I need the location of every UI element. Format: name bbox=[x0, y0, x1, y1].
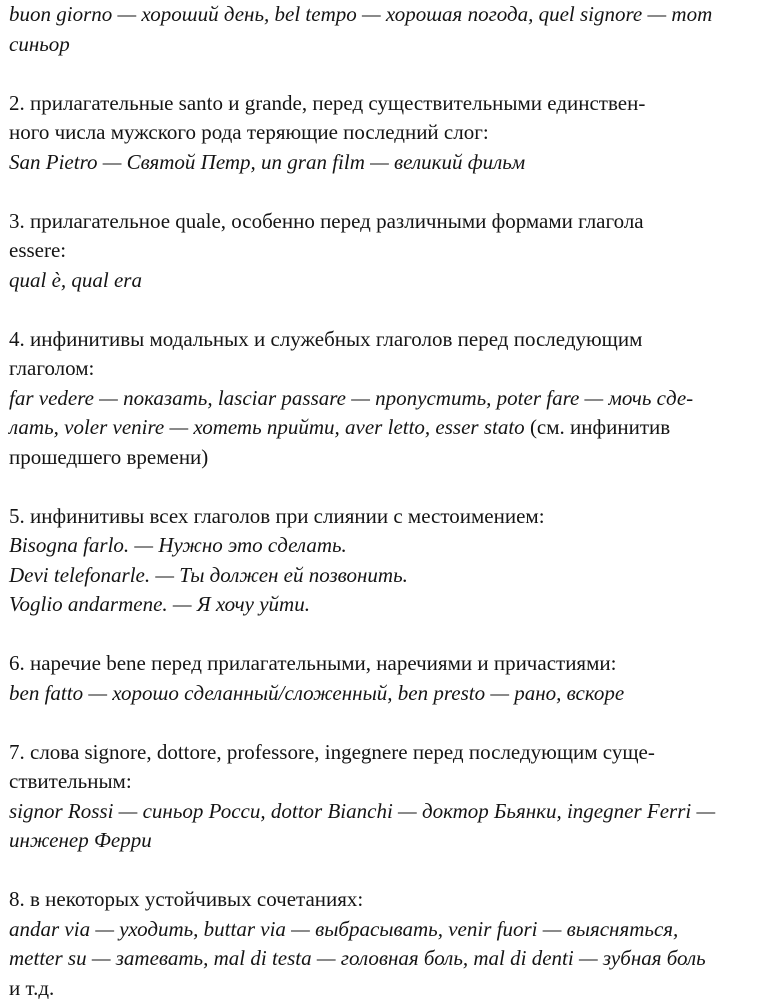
paragraph-gap bbox=[9, 856, 757, 886]
rule-heading-8 bbox=[9, 885, 757, 915]
rule-heading-7 bbox=[9, 738, 757, 797]
rule-heading-line: 6. наречие bene перед прилагательными, наречиями и причастиями: bbox=[9, 649, 757, 679]
paragraph-gap bbox=[9, 59, 757, 89]
rule-heading-line: 7. слова signore, dottore, professore, ingegnere перед последующим суще- bbox=[35, 738, 757, 768]
rule-heading-line: essere: bbox=[35, 236, 757, 266]
rule-heading-6 bbox=[9, 649, 757, 679]
rule-heading-line: 4. инфинитивы модальных и служебных глаголов перед последующим bbox=[35, 325, 757, 355]
example-line: metter su — затевать, mal di testa — головная боль, mal di denti — зубная боль bbox=[9, 944, 757, 974]
rule-heading-line: 2. прилагательные santo и grande, перед существительными единствен- bbox=[35, 89, 757, 119]
paragraph-gap bbox=[9, 177, 757, 207]
rule-heading-5 bbox=[9, 502, 757, 532]
paragraph-gap bbox=[9, 295, 757, 325]
rule-heading-line: ствительным: bbox=[35, 767, 757, 797]
rule-heading-line: ного числа мужского рода теряющие последний слог: bbox=[35, 118, 757, 148]
example-block-3 bbox=[9, 266, 757, 296]
example-plain-part: (см. инфинитив bbox=[525, 415, 670, 439]
example-block-4 bbox=[9, 384, 757, 473]
rule-heading-line: глаголом: bbox=[35, 354, 757, 384]
example-line: qual è, qual era bbox=[9, 266, 757, 296]
example-line: far vedere — показать, lasciar passare — пропустить, poter fare — мочь сде- bbox=[9, 384, 757, 414]
example-block-7 bbox=[9, 797, 757, 856]
example-block-0 bbox=[9, 0, 757, 59]
paragraph-gap bbox=[9, 708, 757, 738]
example-line: Devi telefonarle. — Ты должен ей позвонить. bbox=[9, 561, 757, 591]
example-block-5 bbox=[9, 531, 757, 620]
rule-heading-2 bbox=[9, 89, 757, 148]
example-line: buon giorno — хороший день, bel tempo — хорошая погода, quel signore — тот bbox=[9, 0, 757, 30]
rule-heading-line: 8. в некоторых устойчивых сочетаниях: bbox=[9, 885, 757, 915]
example-line: andar via — уходить, buttar via — выбрасывать, venir fuori — выясняться, bbox=[9, 915, 757, 945]
rule-heading-3 bbox=[9, 207, 757, 266]
example-line: ben fatto — хорошо сделанный/сложенный, ben presto — рано, вскоре bbox=[9, 679, 757, 709]
paragraph-gap bbox=[9, 472, 757, 502]
example-line: San Pietro — Святой Петр, un gran film — великий фильм bbox=[9, 148, 757, 178]
example-block-8 bbox=[9, 915, 757, 1003]
example-note-line: прошедшего времени) bbox=[9, 443, 757, 473]
example-line-mixed bbox=[9, 413, 757, 443]
example-note-line: и т.д. bbox=[9, 974, 757, 1003]
rule-heading-4 bbox=[9, 325, 757, 384]
example-italic-part: лать, voler venire — хотеть прийти, aver letto, esser stato bbox=[9, 415, 525, 439]
example-line: Bisogna farlo. — Нужно это сделать. bbox=[9, 531, 757, 561]
example-block-2 bbox=[9, 148, 757, 178]
example-block-6 bbox=[9, 679, 757, 709]
paragraph-gap bbox=[9, 620, 757, 650]
example-line: синьор bbox=[9, 30, 757, 60]
example-line: Voglio andarmene. — Я хочу уйти. bbox=[9, 590, 757, 620]
rule-heading-line: 3. прилагательное quale, особенно перед различными формами глагола bbox=[35, 207, 757, 237]
example-line: инженер Ферри bbox=[9, 826, 757, 856]
example-line: signor Rossi — синьор Росси, dottor Bianchi — доктор Бьянки, ingegner Ferri — bbox=[9, 797, 757, 827]
document-page bbox=[9, 0, 757, 1003]
rule-heading-line: 5. инфинитивы всех глаголов при слиянии с местоимением: bbox=[9, 502, 757, 532]
